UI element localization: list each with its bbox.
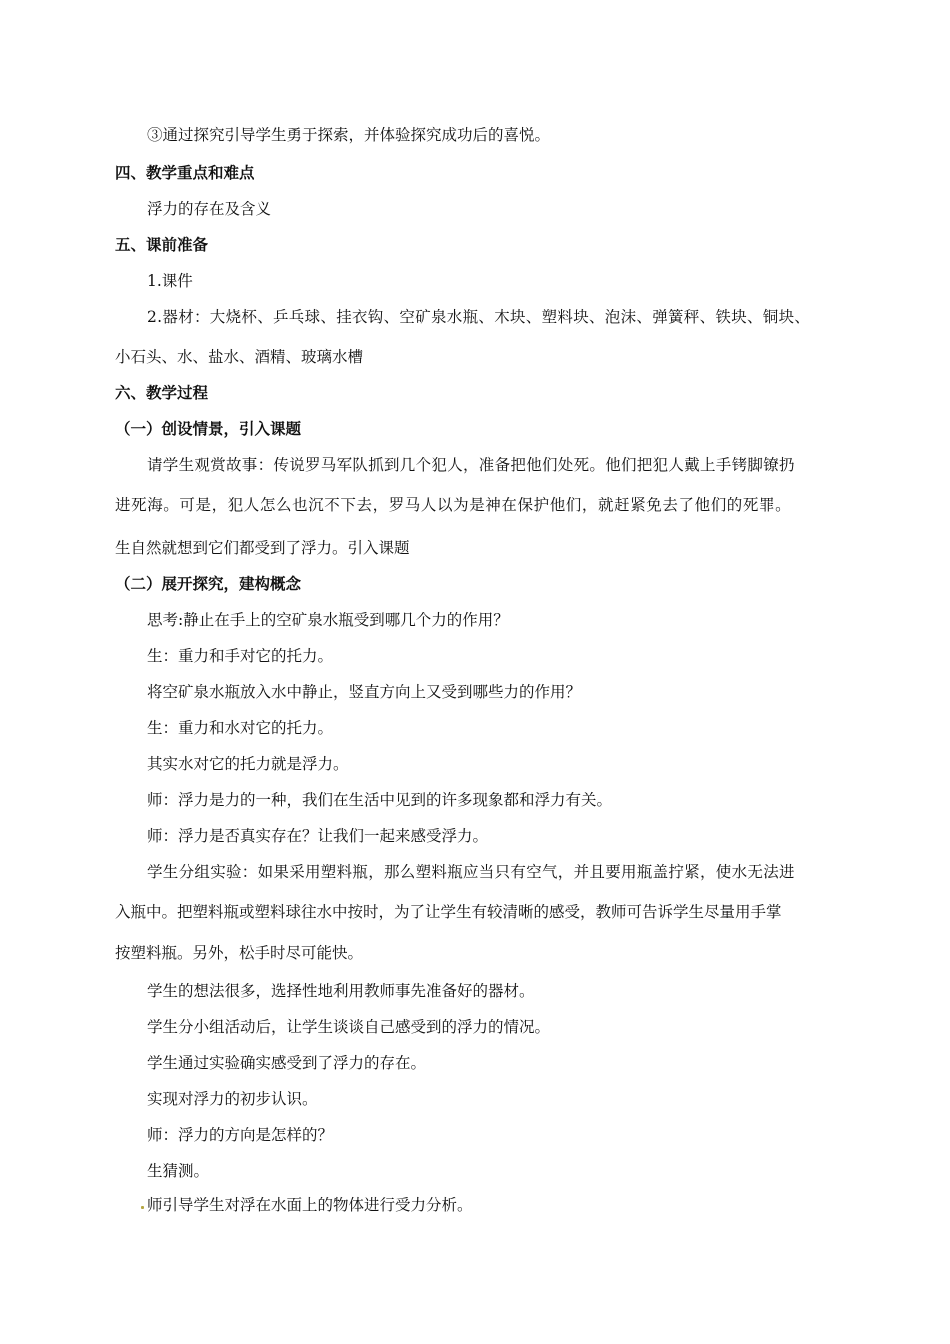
paragraph-think: 思考:静止在手上的空矿泉水瓶受到哪几个力的作用？ <box>147 611 509 629</box>
experiment-line-3: 按塑料瓶。另外，松手时尽可能快。 <box>115 944 364 962</box>
paragraph-ideas: 学生的想法很多，选择性地利用教师事先准备好的器材。 <box>147 982 535 1000</box>
paragraph-question-2: 将空矿泉水瓶放入水中静止，竖直方向上又受到哪些力的作用？ <box>147 683 582 701</box>
paragraph-teacher-1: 师：浮力是力的一种，我们在生活中见到的许多现象都和浮力有关。 <box>147 791 613 809</box>
experiment-line-2: 入瓶中。把塑料瓶或塑料球往水中按时，为了让学生有较清晰的感受，教师可告诉学生尽量用手掌 <box>115 903 782 921</box>
paragraph-objective-3: ③通过探究引导学生勇于探索，并体验探究成功后的喜悦。 <box>147 126 551 144</box>
story-line-3: 生自然就想到它们都受到了浮力。引入课题 <box>115 539 410 557</box>
prep-item-2-cont: 小石头、水、盐水、酒精、玻璃水槽 <box>115 348 364 366</box>
paragraph-experience: 学生通过实验确实感受到了浮力的存在。 <box>147 1054 427 1072</box>
subheading-1: （一）创设情景，引入课题 <box>115 420 302 438</box>
paragraph-group-activity: 学生分小组活动后，让学生谈谈自己感受到的浮力的情况。 <box>147 1018 551 1036</box>
paragraph-student-1: 生：重力和手对它的托力。 <box>147 647 334 665</box>
stray-mark <box>141 1206 144 1209</box>
paragraph-key-points: 浮力的存在及含义 <box>147 200 272 218</box>
paragraph-initial-understanding: 实现对浮力的初步认识。 <box>147 1090 318 1108</box>
heading-key-points: 四、教学重点和难点 <box>115 164 255 182</box>
subheading-2: （二）展开探究，建构概念 <box>115 575 302 593</box>
paragraph-student-guess: 生猜测。 <box>147 1162 210 1180</box>
prep-item-1: 1.课件 <box>147 272 193 290</box>
paragraph-student-2: 生：重力和水对它的托力。 <box>147 719 334 737</box>
heading-preparation: 五、课前准备 <box>115 236 209 254</box>
experiment-line-1: 学生分组实验：如果采用塑料瓶，那么塑料瓶应当只有空气，并且要用瓶盖拧紧，使水无法进 <box>147 863 795 881</box>
paragraph-force-analysis: 师引导学生对浮在水面上的物体进行受力分析。 <box>147 1196 473 1214</box>
story-line-1: 请学生观赏故事：传说罗马军队抓到几个犯人，准备把他们处死。他们把犯人戴上手铐脚镣扔 <box>147 456 795 474</box>
paragraph-teacher-direction: 师：浮力的方向是怎样的？ <box>147 1126 334 1144</box>
heading-process: 六、教学过程 <box>115 384 209 402</box>
prep-item-2: 2.器材：大烧杯、乒乓球、挂衣钩、空矿泉水瓶、木块、塑料块、泡沫、弹簧秤、铁块、铜块、 <box>147 308 811 326</box>
story-line-2: 进死海。可是，犯人怎么也沉不下去，罗马人以为是神在保护他们，就赶紧免去了他们的死罪。 <box>115 496 792 514</box>
paragraph-teacher-2: 师：浮力是否真实存在？让我们一起来感受浮力。 <box>147 827 489 845</box>
paragraph-buoyancy-def: 其实水对它的托力就是浮力。 <box>147 755 349 773</box>
